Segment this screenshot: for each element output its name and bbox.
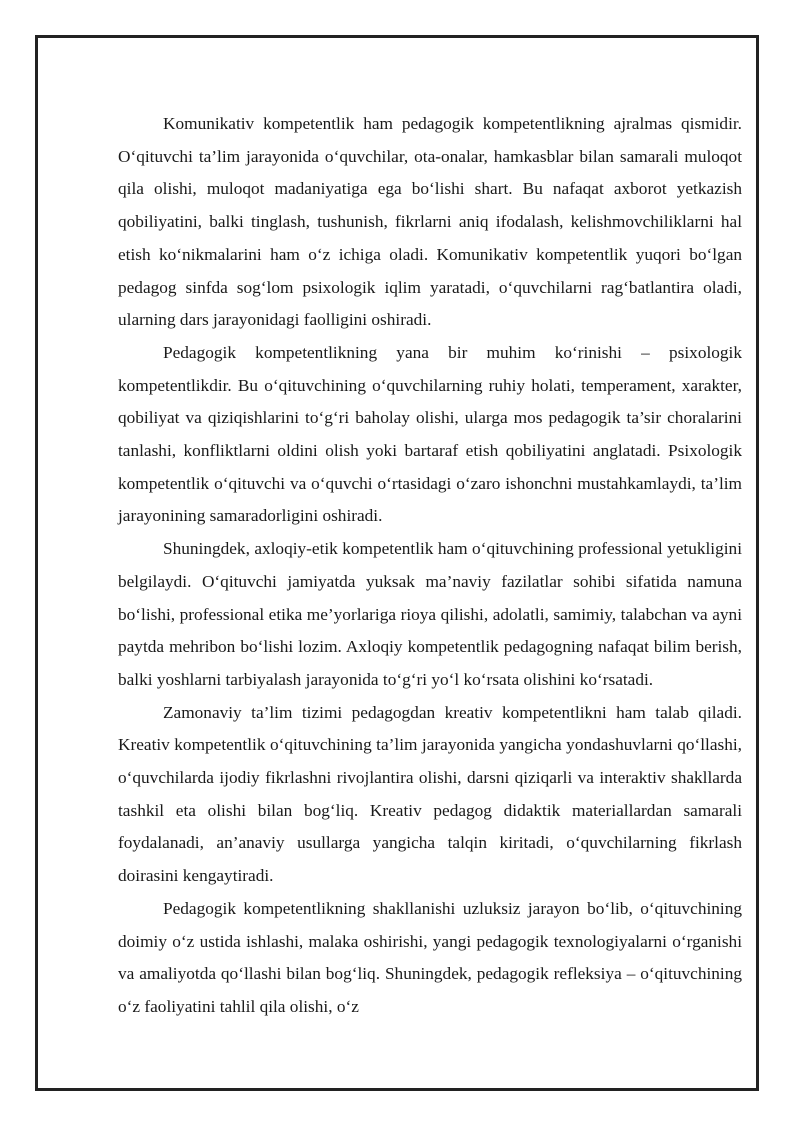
paragraph-5: Pedagogik kompetentlikning shakllanishi uzluksiz jarayon bo‘lib, o‘qituvchining doimiy o‘z ustida ishlashi, malaka oshirishi, yangi pedagogik texnologiyalarni o‘rganishi va amaliyotda qo‘llashi bilan bog‘liq. Shuningdek, pedagogik refleksiya – o‘qituvchining o‘z faoliyatini tahlil qila olishi, o‘z: [118, 898, 742, 1016]
paragraph-1: Komunikativ kompetentlik ham pedagogik kompetentlikning ajralmas qismidir. O‘qituvchi ta’lim jarayonida o‘quvchilar, ota-onalar, hamkasblar bilan samarali muloqot qila olishi, muloqot madaniyatiga ega bo‘lishi shart. Bu nafaqat axborot yetkazish qobiliyatini, balki tinglash, tushunish, fikrlarni aniq ifodalash, kelishmovchiliklarni hal etish ko‘nikmalarini ham o‘z ichiga oladi. Komunikativ kompetentlik yuqori bo‘lgan pedagog sinfda sog‘lom psixologik iqlim yaratadi, o‘quvchilarni rag‘batlantira oladi, ularning dars jarayonidagi faolligini oshiradi.: [118, 114, 742, 330]
page-border: [35, 35, 759, 1091]
document-body: [118, 108, 742, 1024]
paragraph-2: Pedagogik kompetentlikning yana bir muhim ko‘rinishi – psixologik kompetentlikdir. Bu o‘qituvchining o‘quvchilarning ruhiy holati, temperament, xarakter, qobiliyat va qiziqishlarini to‘g‘ri baholay olishi, ularga mos pedagogik ta’sir choralarini tanlashi, konfliktlarni oldini olish yoki bartaraf etish qobiliyatini anglatadi. Psixologik kompetentlik o‘qituvchi va o‘quvchi o‘rtasidagi o‘zaro ishonchni mustahkamlaydi, ta’lim jarayonining samaradorligini oshiradi.: [118, 342, 742, 526]
paragraph-3: Shuningdek, axloqiy-etik kompetentlik ham o‘qituvchining professional yetukligini belgilaydi. O‘qituvchi jamiyatda yuksak ma’naviy fazilatlar sohibi sifatida namuna bo‘lishi, professional etika me’yorlariga rioya qilishi, adolatli, samimiy, talabchan va ayni paytda mehribon bo‘lishi lozim. Axloqiy kompetentlik pedagogning nafaqat bilim berish, balki yoshlarni tarbiyalash jarayonida to‘g‘ri yo‘l ko‘rsata olishini ko‘rsatadi.: [118, 539, 742, 689]
paragraph-4: Zamonaviy ta’lim tizimi pedagogdan kreativ kompetentlikni ham talab qiladi. Kreativ kompetentlik o‘qituvchining ta’lim jarayonida yangicha yondashuvlarni qo‘llashi, o‘quvchilarda ijodiy fikrlashni rivojlantira olishi, darsni qiziqarli va interaktiv shakllarda tashkil eta olishi bilan bog‘liq. Kreativ pedagog didaktik materiallardan samarali foydalanadi, an’anaviy usullarga yangicha talqin kiritadi, o‘quvchilarning fikrlash doirasini kengaytiradi.: [118, 702, 742, 886]
